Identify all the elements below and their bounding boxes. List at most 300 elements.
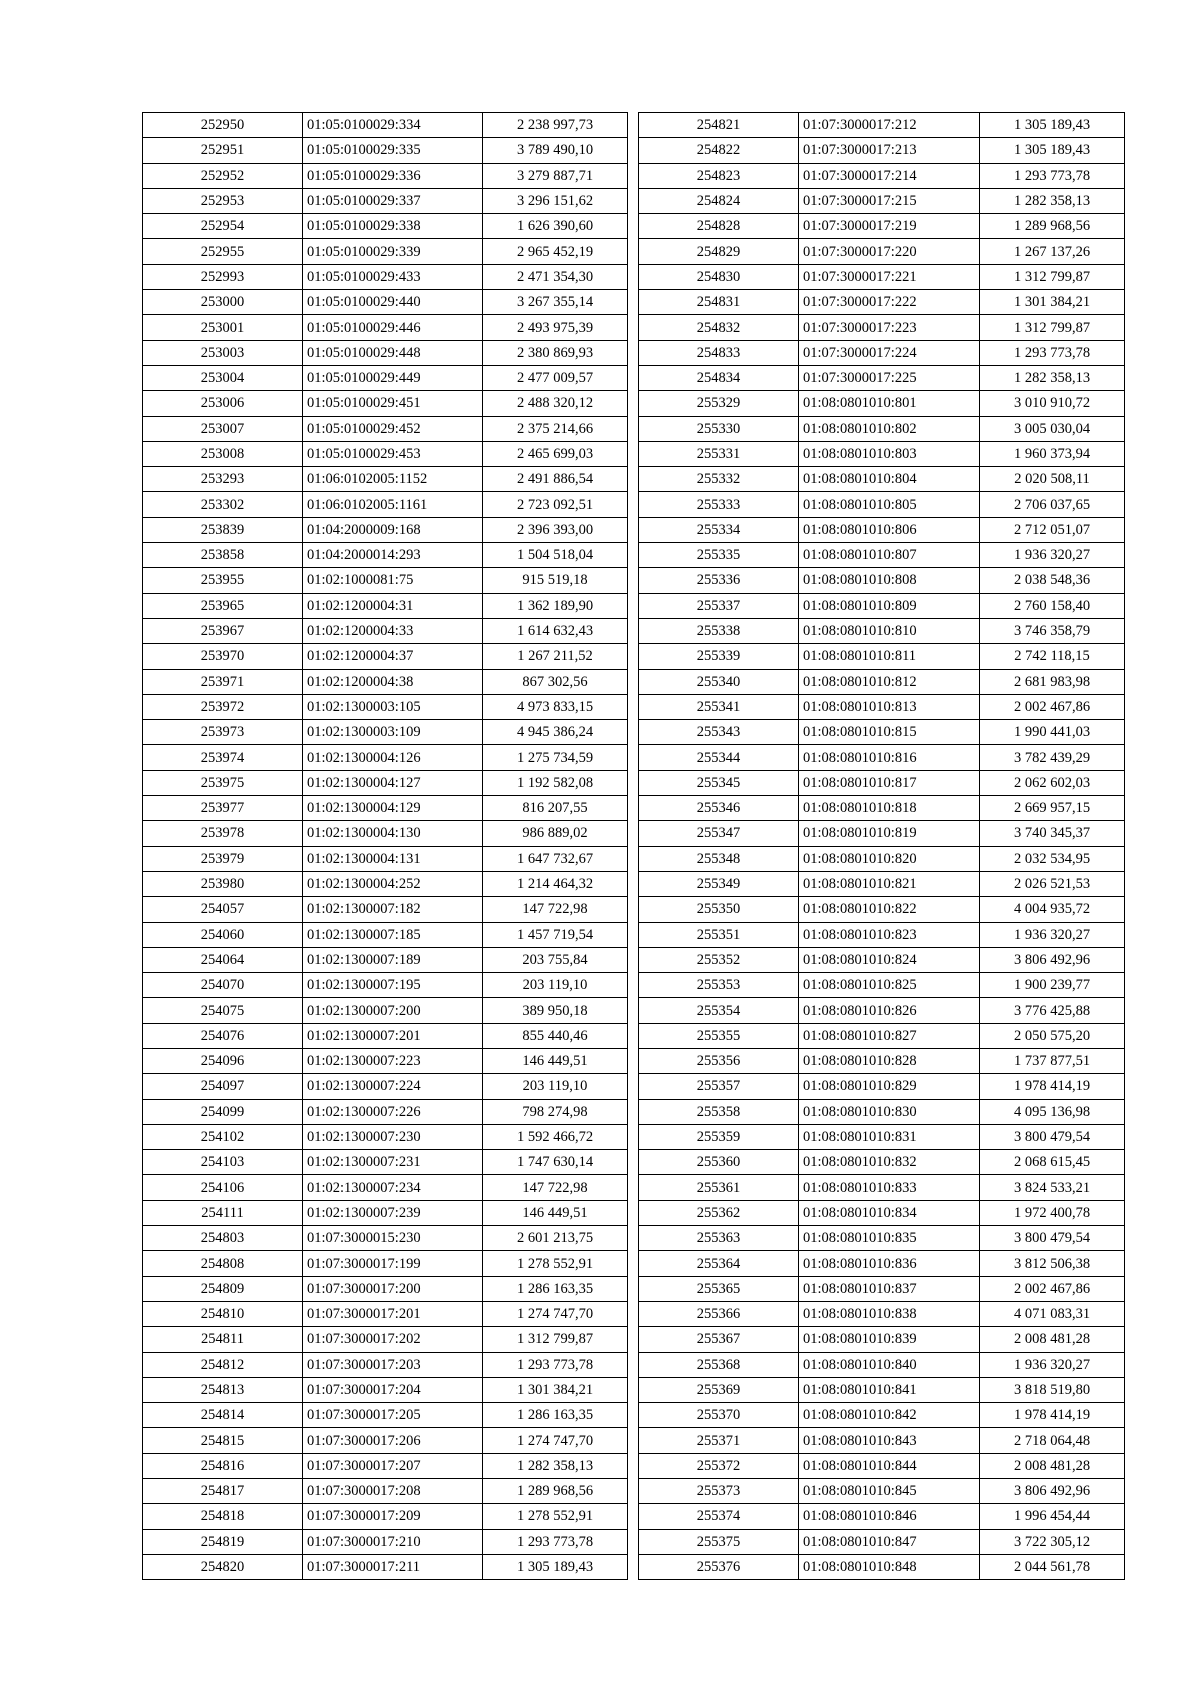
cadastral-number-cell: 01:08:0801010:822	[799, 897, 980, 922]
record-number-cell: 255374	[639, 1504, 799, 1529]
table-row	[639, 871, 1125, 896]
table-row	[639, 113, 1125, 138]
table-row	[143, 1048, 628, 1073]
cadastral-number-cell: 01:05:0100029:453	[303, 441, 483, 466]
record-number-cell: 255339	[639, 644, 799, 669]
record-number-cell: 255364	[639, 1251, 799, 1276]
table-row	[143, 796, 628, 821]
record-number-cell: 254099	[143, 1099, 303, 1124]
cadastral-value-cell: 1 362 189,90	[483, 593, 628, 618]
table-row	[639, 1124, 1125, 1149]
cadastral-number-cell: 01:08:0801010:809	[799, 593, 980, 618]
cadastral-number-cell: 01:08:0801010:826	[799, 998, 980, 1023]
table-row	[143, 1554, 628, 1579]
record-number-cell: 253977	[143, 796, 303, 821]
table-row	[143, 1428, 628, 1453]
cadastral-value-cell: 1 592 466,72	[483, 1124, 628, 1149]
cadastral-value-cell: 2 380 869,93	[483, 340, 628, 365]
table-row	[143, 1504, 628, 1529]
cadastral-value-cell: 1 305 189,43	[980, 138, 1125, 163]
record-number-cell: 255347	[639, 821, 799, 846]
table-row	[143, 1074, 628, 1099]
cadastral-value-cell: 3 267 355,14	[483, 290, 628, 315]
cadastral-number-cell: 01:02:1300004:252	[303, 871, 483, 896]
record-number-cell: 252955	[143, 239, 303, 264]
cadastral-number-cell: 01:08:0801010:836	[799, 1251, 980, 1276]
record-number-cell: 255373	[639, 1479, 799, 1504]
cadastral-value-cell: 2 026 521,53	[980, 871, 1125, 896]
table-row	[143, 1453, 628, 1478]
cadastral-number-cell: 01:07:3000017:212	[799, 113, 980, 138]
record-number-cell: 254812	[143, 1352, 303, 1377]
cadastral-number-cell: 01:02:1300003:109	[303, 720, 483, 745]
table-row	[639, 163, 1125, 188]
cadastral-number-cell: 01:02:1300007:185	[303, 922, 483, 947]
cadastral-value-cell: 1 293 773,78	[483, 1352, 628, 1377]
record-number-cell: 253004	[143, 365, 303, 390]
table-row	[639, 315, 1125, 340]
cadastral-value-cell: 2 601 213,75	[483, 1226, 628, 1251]
record-number-cell: 255334	[639, 517, 799, 542]
record-number-cell: 255344	[639, 745, 799, 770]
table-row	[143, 871, 628, 896]
cadastral-value-cell: 1 504 518,04	[483, 543, 628, 568]
record-number-cell: 255346	[639, 796, 799, 821]
table-row	[143, 821, 628, 846]
table-row	[639, 340, 1125, 365]
table-row	[143, 922, 628, 947]
table-row	[143, 138, 628, 163]
record-number-cell: 254057	[143, 897, 303, 922]
cadastral-value-cell: 3 800 479,54	[980, 1226, 1125, 1251]
cadastral-number-cell: 01:08:0801010:818	[799, 796, 980, 821]
record-number-cell: 254070	[143, 973, 303, 998]
record-number-cell: 252950	[143, 113, 303, 138]
cadastral-number-cell: 01:08:0801010:817	[799, 770, 980, 795]
cadastral-number-cell: 01:08:0801010:847	[799, 1529, 980, 1554]
cadastral-value-cell: 3 789 490,10	[483, 138, 628, 163]
table-row	[639, 138, 1125, 163]
table-row	[639, 846, 1125, 871]
cadastral-number-cell: 01:08:0801010:844	[799, 1453, 980, 1478]
record-number-cell: 253973	[143, 720, 303, 745]
cadastral-value-cell: 1 274 747,70	[483, 1428, 628, 1453]
record-number-cell: 254803	[143, 1226, 303, 1251]
record-number-cell: 253007	[143, 416, 303, 441]
cadastral-number-cell: 01:02:1300007:223	[303, 1048, 483, 1073]
cadastral-number-cell: 01:07:3000017:204	[303, 1377, 483, 1402]
table-row	[639, 543, 1125, 568]
cadastral-value-cell: 2 760 158,40	[980, 593, 1125, 618]
cadastral-number-cell: 01:02:1300007:231	[303, 1150, 483, 1175]
table-row	[143, 467, 628, 492]
cadastral-value-cell: 4 004 935,72	[980, 897, 1125, 922]
record-number-cell: 254076	[143, 1023, 303, 1048]
cadastral-value-cell: 2 491 886,54	[483, 467, 628, 492]
cadastral-value-cell: 389 950,18	[483, 998, 628, 1023]
record-number-cell: 255359	[639, 1124, 799, 1149]
cadastral-value-cell: 1 960 373,94	[980, 441, 1125, 466]
cadastral-value-cell: 1 293 773,78	[980, 163, 1125, 188]
record-number-cell: 254106	[143, 1175, 303, 1200]
table-row	[639, 1048, 1125, 1073]
table-row	[639, 1529, 1125, 1554]
table-row	[639, 239, 1125, 264]
table-row	[143, 416, 628, 441]
cadastral-number-cell: 01:02:1200004:31	[303, 593, 483, 618]
cadastral-value-cell: 1 286 163,35	[483, 1403, 628, 1428]
cadastral-number-cell: 01:05:0100029:339	[303, 239, 483, 264]
table-row	[639, 1377, 1125, 1402]
record-number-cell: 254810	[143, 1301, 303, 1326]
record-number-cell: 254064	[143, 947, 303, 972]
cadastral-value-cell: 1 214 464,32	[483, 871, 628, 896]
cadastral-number-cell: 01:02:1300007:195	[303, 973, 483, 998]
table-row	[143, 340, 628, 365]
table-row	[639, 441, 1125, 466]
cadastral-value-cell: 1 737 877,51	[980, 1048, 1125, 1073]
cadastral-number-cell: 01:02:1300007:189	[303, 947, 483, 972]
record-number-cell: 253979	[143, 846, 303, 871]
cadastral-value-cell: 1 647 732,67	[483, 846, 628, 871]
cadastral-value-cell: 2 008 481,28	[980, 1453, 1125, 1478]
cadastral-value-cell: 1 274 747,70	[483, 1301, 628, 1326]
record-number-cell: 255357	[639, 1074, 799, 1099]
cadastral-number-cell: 01:08:0801010:802	[799, 416, 980, 441]
cadastral-number-cell: 01:08:0801010:811	[799, 644, 980, 669]
cadastral-number-cell: 01:02:1300004:129	[303, 796, 483, 821]
cadastral-value-cell: 2 002 467,86	[980, 1276, 1125, 1301]
cadastral-number-cell: 01:08:0801010:846	[799, 1504, 980, 1529]
cadastral-number-cell: 01:08:0801010:833	[799, 1175, 980, 1200]
cadastral-number-cell: 01:08:0801010:801	[799, 391, 980, 416]
cadastral-number-cell: 01:08:0801010:808	[799, 568, 980, 593]
record-number-cell: 254815	[143, 1428, 303, 1453]
cadastral-number-cell: 01:07:3000017:215	[799, 188, 980, 213]
table-row	[143, 1276, 628, 1301]
record-number-cell: 252953	[143, 188, 303, 213]
table-row	[143, 1352, 628, 1377]
table-row	[639, 770, 1125, 795]
table-row	[143, 694, 628, 719]
cadastral-number-cell: 01:07:3000017:221	[799, 264, 980, 289]
cadastral-number-cell: 01:08:0801010:823	[799, 922, 980, 947]
table-row	[143, 264, 628, 289]
table-row	[143, 517, 628, 542]
cadastral-number-cell: 01:02:1300004:130	[303, 821, 483, 846]
cadastral-number-cell: 01:08:0801010:825	[799, 973, 980, 998]
table-row	[639, 391, 1125, 416]
cadastral-value-cell: 147 722,98	[483, 1175, 628, 1200]
cadastral-number-cell: 01:08:0801010:807	[799, 543, 980, 568]
cadastral-number-cell: 01:07:3000017:208	[303, 1479, 483, 1504]
cadastral-value-cell: 1 747 630,14	[483, 1150, 628, 1175]
table-row	[143, 1403, 628, 1428]
cadastral-number-cell: 01:05:0100029:449	[303, 365, 483, 390]
cadastral-value-cell: 2 712 051,07	[980, 517, 1125, 542]
table-row	[639, 745, 1125, 770]
table-row	[143, 1377, 628, 1402]
table-row	[639, 1352, 1125, 1377]
table-row	[143, 1479, 628, 1504]
cadastral-value-cell: 1 978 414,19	[980, 1403, 1125, 1428]
cadastral-value-cell: 1 305 189,43	[980, 113, 1125, 138]
cadastral-value-cell: 4 095 136,98	[980, 1099, 1125, 1124]
cadastral-number-cell: 01:08:0801010:810	[799, 618, 980, 643]
record-number-cell: 253006	[143, 391, 303, 416]
table-row	[143, 669, 628, 694]
record-number-cell: 253978	[143, 821, 303, 846]
table-row	[639, 290, 1125, 315]
table-body-left	[143, 113, 628, 1580]
record-number-cell: 255329	[639, 391, 799, 416]
record-number-cell: 253965	[143, 593, 303, 618]
record-number-cell: 255341	[639, 694, 799, 719]
record-number-cell: 255370	[639, 1403, 799, 1428]
cadastral-number-cell: 01:08:0801010:804	[799, 467, 980, 492]
table-row	[639, 1504, 1125, 1529]
cadastral-value-cell: 1 457 719,54	[483, 922, 628, 947]
cadastral-number-cell: 01:08:0801010:834	[799, 1200, 980, 1225]
cadastral-number-cell: 01:05:0100029:433	[303, 264, 483, 289]
record-number-cell: 255360	[639, 1150, 799, 1175]
cadastral-value-cell: 1 305 189,43	[483, 1554, 628, 1579]
record-number-cell: 252951	[143, 138, 303, 163]
cadastral-value-cell: 1 267 211,52	[483, 644, 628, 669]
cadastral-number-cell: 01:04:2000009:168	[303, 517, 483, 542]
cadastral-number-cell: 01:07:3000017:209	[303, 1504, 483, 1529]
cadastral-value-cell: 4 973 833,15	[483, 694, 628, 719]
cadastral-number-cell: 01:07:3000017:199	[303, 1251, 483, 1276]
cadastral-value-cell: 1 900 239,77	[980, 973, 1125, 998]
cadastral-value-cell: 1 312 799,87	[483, 1327, 628, 1352]
cadastral-value-cell: 3 812 506,38	[980, 1251, 1125, 1276]
cadastral-value-cell: 1 936 320,27	[980, 922, 1125, 947]
table-row	[143, 568, 628, 593]
cadastral-value-cell: 2 742 118,15	[980, 644, 1125, 669]
cadastral-table-left	[142, 112, 628, 1580]
table-row	[143, 188, 628, 213]
cadastral-number-cell: 01:08:0801010:828	[799, 1048, 980, 1073]
cadastral-number-cell: 01:07:3000017:219	[799, 214, 980, 239]
table-row	[143, 1226, 628, 1251]
cadastral-value-cell: 3 824 533,21	[980, 1175, 1125, 1200]
cadastral-value-cell: 203 755,84	[483, 947, 628, 972]
table-row	[143, 618, 628, 643]
cadastral-value-cell: 3 806 492,96	[980, 947, 1125, 972]
cadastral-number-cell: 01:05:0100029:334	[303, 113, 483, 138]
table-row	[143, 1251, 628, 1276]
cadastral-number-cell: 01:05:0100029:335	[303, 138, 483, 163]
table-row	[143, 1175, 628, 1200]
record-number-cell: 255365	[639, 1276, 799, 1301]
record-number-cell: 254814	[143, 1403, 303, 1428]
record-number-cell: 253302	[143, 492, 303, 517]
record-number-cell: 255375	[639, 1529, 799, 1554]
cadastral-number-cell: 01:08:0801010:835	[799, 1226, 980, 1251]
cadastral-value-cell: 1 278 552,91	[483, 1504, 628, 1529]
cadastral-number-cell: 01:07:3000017:225	[799, 365, 980, 390]
table-row	[639, 214, 1125, 239]
record-number-cell: 255340	[639, 669, 799, 694]
record-number-cell: 254808	[143, 1251, 303, 1276]
cadastral-number-cell: 01:08:0801010:845	[799, 1479, 980, 1504]
cadastral-value-cell: 1 312 799,87	[980, 315, 1125, 340]
table-row	[143, 846, 628, 871]
table-row	[639, 1074, 1125, 1099]
record-number-cell: 255330	[639, 416, 799, 441]
cadastral-value-cell: 3 740 345,37	[980, 821, 1125, 846]
cadastral-number-cell: 01:08:0801010:843	[799, 1428, 980, 1453]
record-number-cell: 253839	[143, 517, 303, 542]
table-row	[639, 694, 1125, 719]
cadastral-number-cell: 01:02:1300003:105	[303, 694, 483, 719]
cadastral-number-cell: 01:07:3000017:201	[303, 1301, 483, 1326]
cadastral-value-cell: 1 275 734,59	[483, 745, 628, 770]
record-number-cell: 252954	[143, 214, 303, 239]
table-body-right	[639, 113, 1125, 1580]
cadastral-value-cell: 986 889,02	[483, 821, 628, 846]
cadastral-number-cell: 01:08:0801010:832	[799, 1150, 980, 1175]
cadastral-number-cell: 01:07:3000017:207	[303, 1453, 483, 1478]
cadastral-number-cell: 01:02:1000081:75	[303, 568, 483, 593]
cadastral-value-cell: 855 440,46	[483, 1023, 628, 1048]
cadastral-number-cell: 01:05:0100029:448	[303, 340, 483, 365]
record-number-cell: 255335	[639, 543, 799, 568]
cadastral-number-cell: 01:02:1300007:182	[303, 897, 483, 922]
record-number-cell: 253972	[143, 694, 303, 719]
table-row	[143, 391, 628, 416]
cadastral-value-cell: 816 207,55	[483, 796, 628, 821]
cadastral-value-cell: 2 062 602,03	[980, 770, 1125, 795]
table-row	[143, 720, 628, 745]
record-number-cell: 253955	[143, 568, 303, 593]
cadastral-value-cell: 2 723 092,51	[483, 492, 628, 517]
table-row	[639, 947, 1125, 972]
table-row	[639, 1150, 1125, 1175]
cadastral-value-cell: 867 302,56	[483, 669, 628, 694]
cadastral-number-cell: 01:04:2000014:293	[303, 543, 483, 568]
cadastral-value-cell: 2 681 983,98	[980, 669, 1125, 694]
cadastral-value-cell: 1 990 441,03	[980, 720, 1125, 745]
record-number-cell: 254809	[143, 1276, 303, 1301]
cadastral-number-cell: 01:05:0100029:338	[303, 214, 483, 239]
record-number-cell: 255333	[639, 492, 799, 517]
record-number-cell: 255345	[639, 770, 799, 795]
cadastral-value-cell: 3 818 519,80	[980, 1377, 1125, 1402]
record-number-cell: 255332	[639, 467, 799, 492]
table-row	[143, 973, 628, 998]
cadastral-value-cell: 1 996 454,44	[980, 1504, 1125, 1529]
cadastral-value-cell: 146 449,51	[483, 1048, 628, 1073]
cadastral-number-cell: 01:02:1200004:37	[303, 644, 483, 669]
table-row	[639, 1428, 1125, 1453]
cadastral-value-cell: 915 519,18	[483, 568, 628, 593]
table-row	[143, 897, 628, 922]
table-row	[143, 1529, 628, 1554]
cadastral-value-cell: 1 278 552,91	[483, 1251, 628, 1276]
record-number-cell: 254111	[143, 1200, 303, 1225]
table-row	[639, 720, 1125, 745]
table-row	[639, 1023, 1125, 1048]
cadastral-value-cell: 1 312 799,87	[980, 264, 1125, 289]
cadastral-value-cell: 3 782 439,29	[980, 745, 1125, 770]
record-number-cell: 255352	[639, 947, 799, 972]
record-number-cell: 254102	[143, 1124, 303, 1149]
cadastral-number-cell: 01:08:0801010:819	[799, 821, 980, 846]
cadastral-number-cell: 01:08:0801010:821	[799, 871, 980, 896]
cadastral-number-cell: 01:05:0100029:452	[303, 416, 483, 441]
record-number-cell: 253293	[143, 467, 303, 492]
cadastral-value-cell: 1 289 968,56	[980, 214, 1125, 239]
cadastral-value-cell: 2 002 467,86	[980, 694, 1125, 719]
record-number-cell: 253001	[143, 315, 303, 340]
record-number-cell: 254831	[639, 290, 799, 315]
cadastral-number-cell: 01:08:0801010:815	[799, 720, 980, 745]
cadastral-value-cell: 2 718 064,48	[980, 1428, 1125, 1453]
table-row	[143, 543, 628, 568]
record-number-cell: 254832	[639, 315, 799, 340]
cadastral-number-cell: 01:02:1300007:234	[303, 1175, 483, 1200]
record-number-cell: 254817	[143, 1479, 303, 1504]
cadastral-number-cell: 01:08:0801010:839	[799, 1327, 980, 1352]
record-number-cell: 255350	[639, 897, 799, 922]
table-row	[639, 467, 1125, 492]
cadastral-value-cell: 3 296 151,62	[483, 188, 628, 213]
table-row	[143, 1327, 628, 1352]
table-row	[639, 492, 1125, 517]
cadastral-value-cell: 1 192 582,08	[483, 770, 628, 795]
table-row	[143, 113, 628, 138]
cadastral-value-cell: 1 286 163,35	[483, 1276, 628, 1301]
table-row	[143, 745, 628, 770]
cadastral-value-cell: 1 289 968,56	[483, 1479, 628, 1504]
cadastral-number-cell: 01:08:0801010:812	[799, 669, 980, 694]
cadastral-number-cell: 01:07:3000017:220	[799, 239, 980, 264]
cadastral-value-cell: 1 972 400,78	[980, 1200, 1125, 1225]
table-row	[143, 770, 628, 795]
cadastral-number-cell: 01:08:0801010:831	[799, 1124, 980, 1149]
record-number-cell: 255356	[639, 1048, 799, 1073]
table-row	[639, 1554, 1125, 1579]
record-number-cell: 253980	[143, 871, 303, 896]
cadastral-table-right	[638, 112, 1125, 1580]
cadastral-number-cell: 01:07:3000017:210	[303, 1529, 483, 1554]
cadastral-number-cell: 01:08:0801010:848	[799, 1554, 980, 1579]
cadastral-value-cell: 1 282 358,13	[980, 188, 1125, 213]
cadastral-number-cell: 01:08:0801010:820	[799, 846, 980, 871]
cadastral-value-cell: 1 282 358,13	[980, 365, 1125, 390]
record-number-cell: 255366	[639, 1301, 799, 1326]
cadastral-number-cell: 01:02:1300004:126	[303, 745, 483, 770]
cadastral-number-cell: 01:08:0801010:803	[799, 441, 980, 466]
cadastral-number-cell: 01:05:0100029:336	[303, 163, 483, 188]
record-number-cell: 253967	[143, 618, 303, 643]
record-number-cell: 255331	[639, 441, 799, 466]
cadastral-value-cell: 1 293 773,78	[483, 1529, 628, 1554]
cadastral-value-cell: 2 488 320,12	[483, 391, 628, 416]
table-row	[143, 644, 628, 669]
record-number-cell: 253970	[143, 644, 303, 669]
cadastral-value-cell: 1 301 384,21	[980, 290, 1125, 315]
record-number-cell: 253003	[143, 340, 303, 365]
record-number-cell: 255361	[639, 1175, 799, 1200]
table-row	[143, 1023, 628, 1048]
record-number-cell: 253858	[143, 543, 303, 568]
cadastral-number-cell: 01:07:3000017:200	[303, 1276, 483, 1301]
record-number-cell: 254833	[639, 340, 799, 365]
table-row	[639, 1301, 1125, 1326]
